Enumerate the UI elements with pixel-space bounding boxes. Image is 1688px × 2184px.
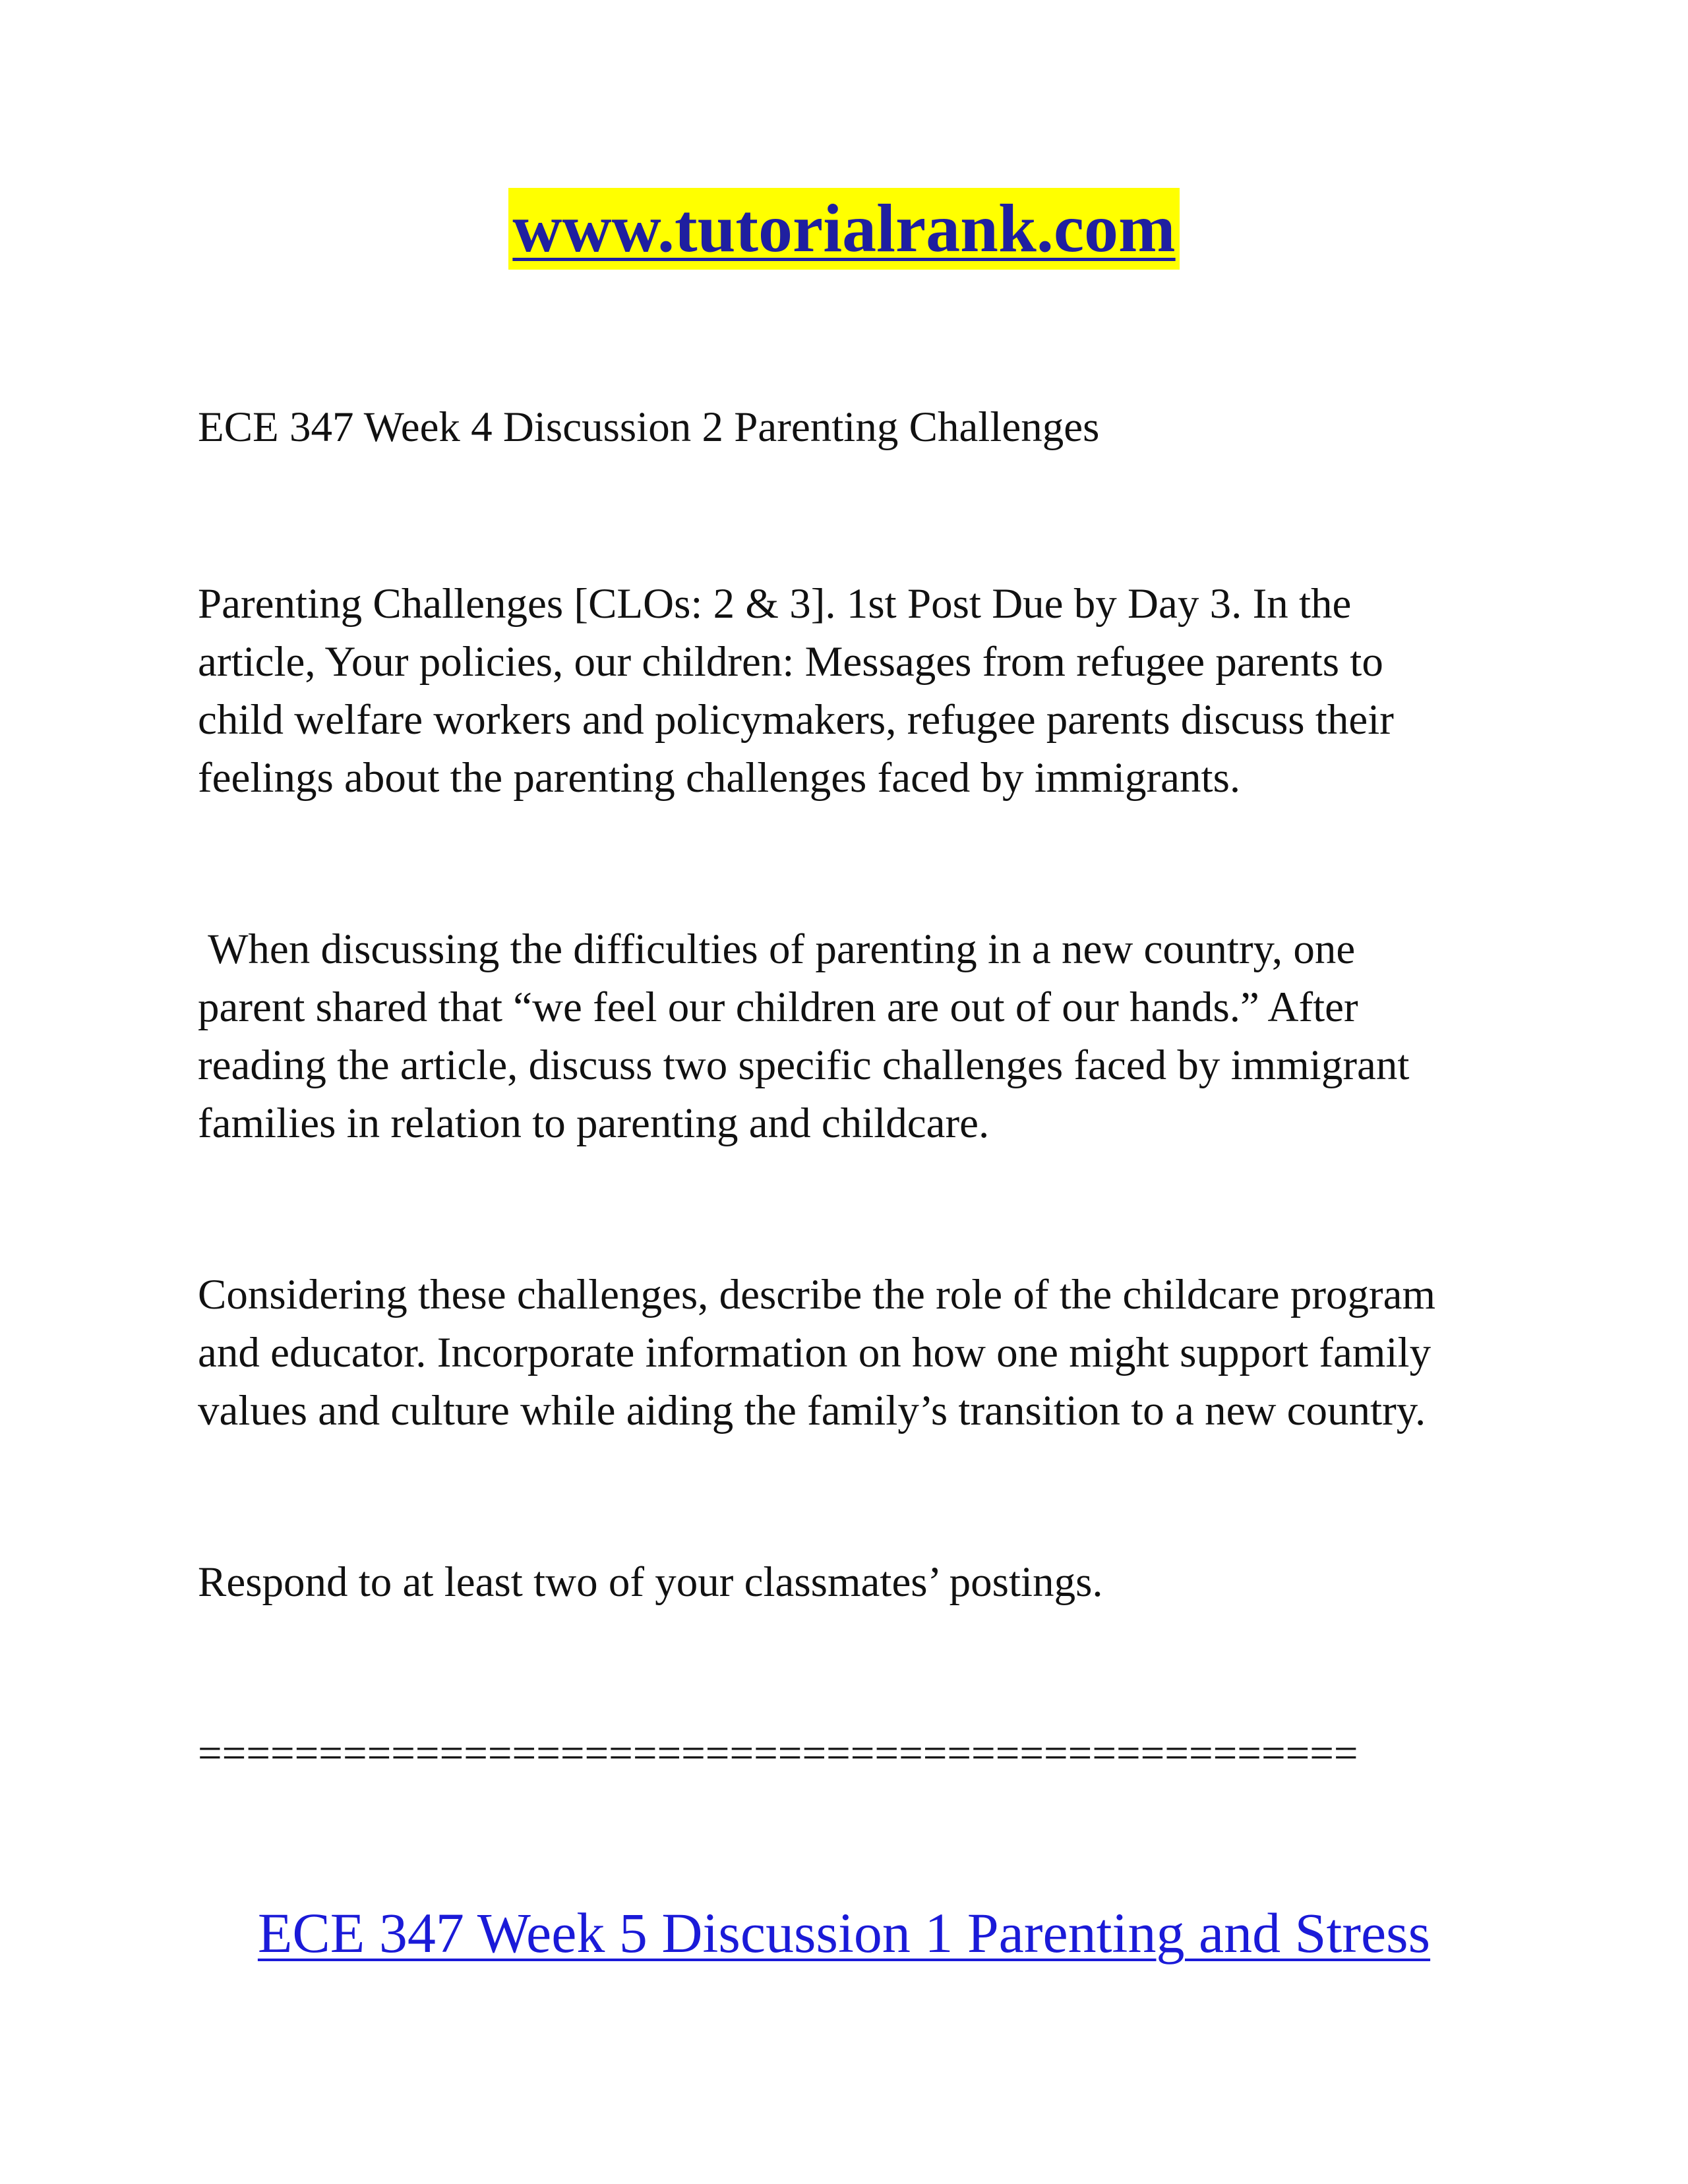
paragraph-line: reading the article, discuss two specific challenges faced by immigrant <box>198 1042 1410 1089</box>
next-link-container <box>0 1900 1688 1966</box>
paragraph-line: When discussing the difficulties of parenting in a new country, one <box>198 926 1356 973</box>
site-link-container <box>0 188 1688 270</box>
paragraph-challenges <box>198 920 1490 1152</box>
paragraph-line: Considering these challenges, describe the role of the childcare program <box>198 1271 1436 1318</box>
paragraph-line: feelings about the parenting challenges faced by immigrants. <box>198 754 1241 802</box>
paragraph-line: Respond to at least two of your classmates’ postings. <box>198 1558 1103 1606</box>
paragraph-respond <box>198 1553 1490 1611</box>
paragraph-line: article, Your policies, our children: Messages from refugee parents to <box>198 638 1383 686</box>
paragraph-line: and educator. Incorporate information on how one might support family <box>198 1329 1432 1376</box>
paragraph-role <box>198 1266 1490 1440</box>
paragraph-line: Parenting Challenges [CLOs: 2 & 3]. 1st Post Due by Day 3. In the <box>198 580 1352 628</box>
site-link[interactable]: www.tutorialrank.com <box>508 188 1179 270</box>
paragraph-line: child welfare workers and policymakers, refugee parents discuss their <box>198 696 1394 744</box>
section-divider: ================================================ <box>198 1730 1358 1777</box>
paragraph-intro <box>198 575 1490 807</box>
paragraph-line: values and culture while aiding the family’s transition to a new country. <box>198 1387 1426 1434</box>
next-discussion-link[interactable]: ECE 347 Week 5 Discussion 1 Parenting and Stress <box>257 1901 1431 1964</box>
paragraph-line: parent shared that “we feel our children are out of our hands.” After <box>198 984 1358 1031</box>
paragraph-line: families in relation to parenting and childcare. <box>198 1100 990 1147</box>
document-title: ECE 347 Week 4 Discussion 2 Parenting Challenges <box>198 403 1100 451</box>
